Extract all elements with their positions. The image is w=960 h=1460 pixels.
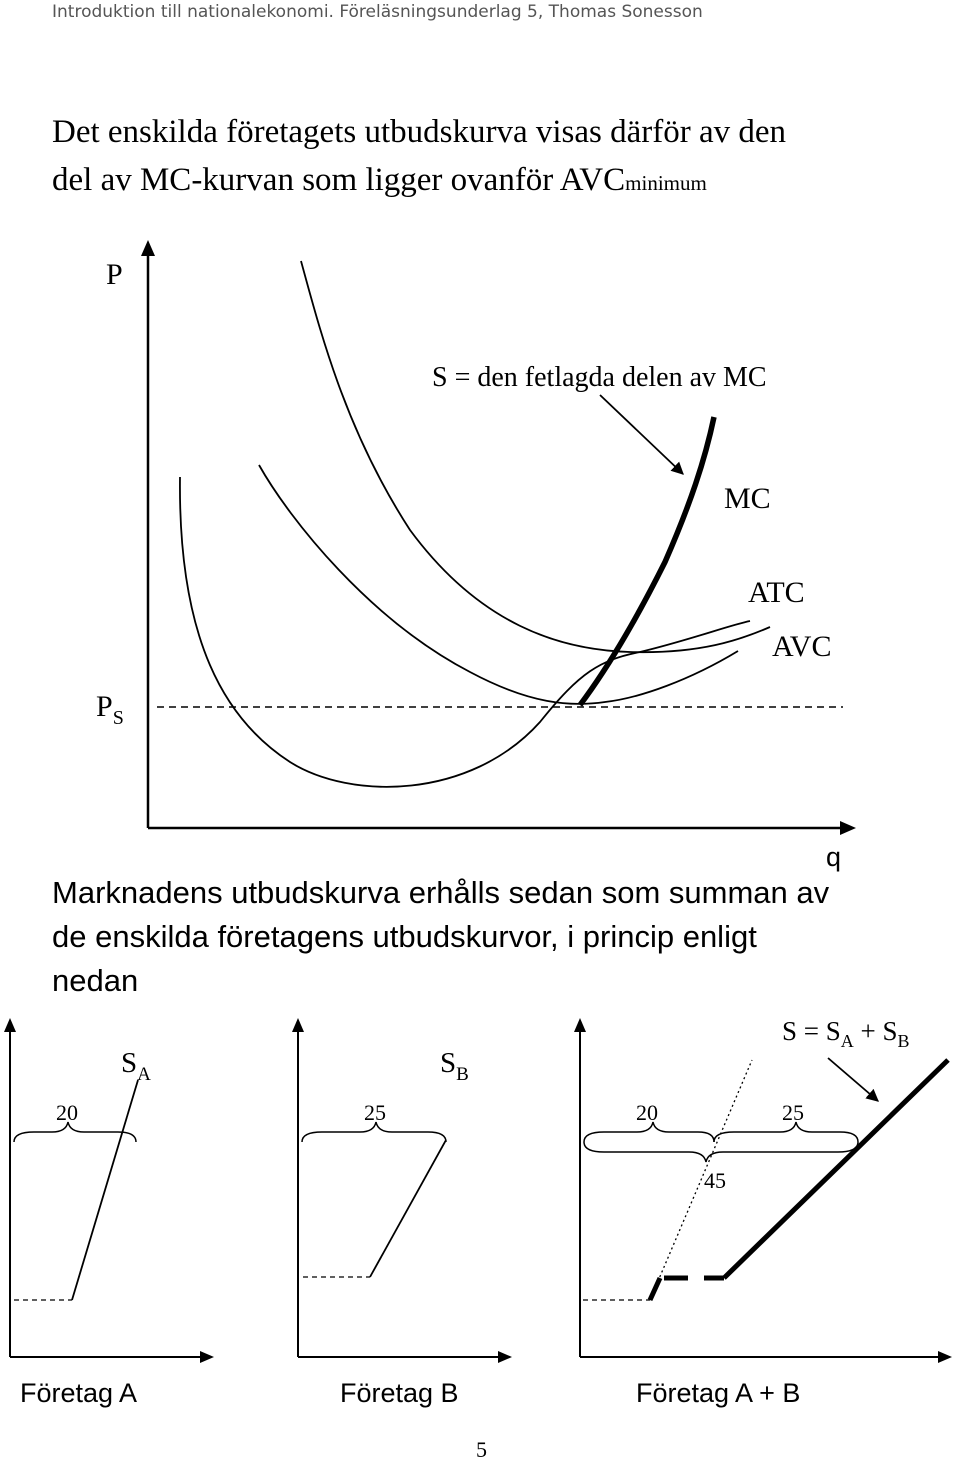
main-y-axis-arrowhead <box>141 240 155 256</box>
market-curve-label: $S = S_A + S_B$ <box>782 1016 910 1051</box>
firm-b-quantity-brace <box>302 1122 446 1142</box>
firm-a-y-axis-arrowhead <box>4 1018 16 1032</box>
running-header: Introduktion till nationalekonomi. Föreläsningsunderlag 5, Thomas Sonesson <box>52 2 703 22</box>
market-quantity-b: 25 <box>782 1100 804 1125</box>
firm-a-quantity-brace <box>14 1122 136 1142</box>
firm-a-supply-chart <box>4 1018 214 1408</box>
market-caption: Företag A + B <box>636 1378 801 1408</box>
mc-label: MC <box>724 482 771 515</box>
main-x-axis-label: q <box>826 842 842 872</box>
firm-b-caption: Företag B <box>340 1378 459 1408</box>
firm-a-curve-label: $S_A$ <box>121 1047 151 1085</box>
market-line-1: Marknadens utbudskurva erhålls sedan som summan av <box>52 875 830 910</box>
firm-a-supply-curve <box>72 1080 138 1300</box>
main-x-axis-arrowhead <box>840 821 856 835</box>
market-line-3: nedan <box>52 963 139 998</box>
price-level-label: $P_S$ <box>96 690 124 729</box>
avc-curve <box>259 465 738 704</box>
market-supply-chart <box>574 1016 952 1408</box>
market-y-axis-arrowhead <box>574 1018 586 1032</box>
main-cost-chart <box>96 240 856 872</box>
market-brace-sum <box>584 1142 858 1162</box>
firm-b-supply-curve <box>370 1140 446 1277</box>
atc-curve <box>301 261 770 652</box>
market-supply-curve <box>724 1060 948 1278</box>
market-quantity-sum: 45 <box>704 1168 726 1193</box>
market-brace-a <box>584 1122 714 1142</box>
page-number: 5 <box>476 1437 487 1460</box>
atc-label: ATC <box>748 576 805 609</box>
market-brace-b <box>714 1122 858 1142</box>
firm-b-x-axis-arrowhead <box>498 1351 512 1363</box>
market-supply-low-segment <box>650 1278 660 1300</box>
firm-a-caption: Företag A <box>20 1378 138 1408</box>
market-x-axis-arrowhead <box>938 1351 952 1363</box>
intro-line-1: Det enskilda företagets utbudskurva visas därför av den <box>52 114 787 150</box>
supply-annotation: S = den fetlagda delen av MC <box>432 362 767 393</box>
market-quantity-a: 20 <box>636 1100 658 1125</box>
supply-curve-bold-part <box>580 417 714 705</box>
firm-b-y-axis-arrowhead <box>292 1018 304 1032</box>
firm-b-curve-label: $S_B$ <box>440 1047 469 1085</box>
annotation-arrow <box>600 395 683 474</box>
firm-a-x-axis-arrowhead <box>200 1351 214 1363</box>
firm-b-quantity: 25 <box>364 1100 386 1125</box>
firm-b-supply-chart <box>292 1018 512 1408</box>
market-label-arrow <box>828 1058 878 1101</box>
firm-a-quantity: 20 <box>56 1100 78 1125</box>
avc-label: AVC <box>772 630 832 663</box>
intro-line-2-sub: minimum <box>625 171 707 195</box>
market-line-2: de enskilda företagens utbudskurvor, i princip enligt <box>52 919 757 954</box>
intro-line-2-main: del av MC-kurvan som ligger ovanför AVC <box>52 162 626 198</box>
main-y-axis-label: P <box>106 258 123 291</box>
mc-curve-thin-part <box>180 477 750 787</box>
